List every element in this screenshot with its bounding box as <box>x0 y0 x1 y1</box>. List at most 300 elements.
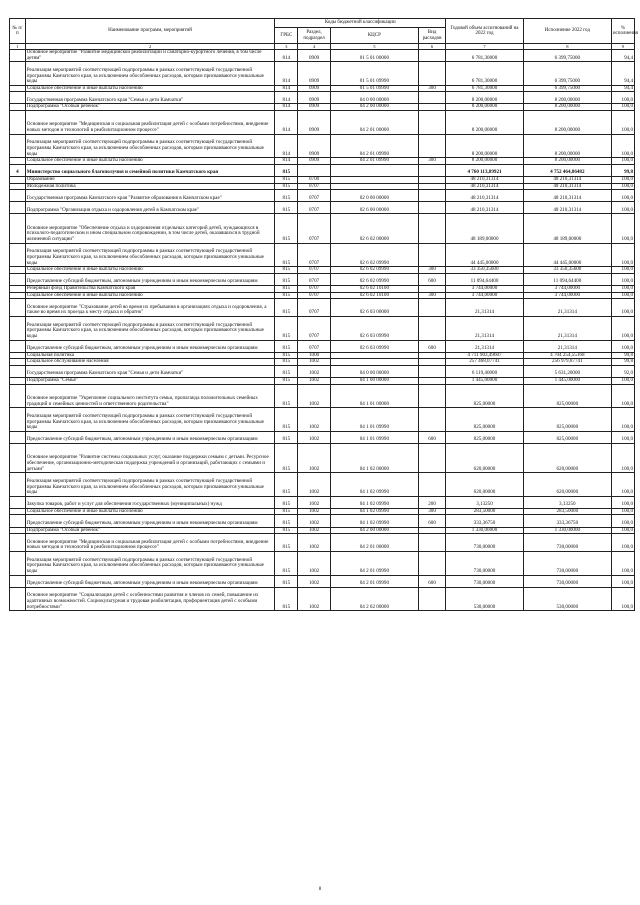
execution-percent: 100,0 <box>611 214 634 243</box>
table-row <box>10 50 635 62</box>
execution-percent: 94,4 <box>611 62 634 86</box>
planned-amount: 620,00000 <box>446 473 524 497</box>
execution-percent: 100,0 <box>611 267 634 274</box>
grbs-code: 815 <box>275 273 298 285</box>
executed-amount: 21,31314 <box>523 299 611 317</box>
section-code: 0909 <box>298 85 331 92</box>
grbs-code: 815 <box>275 587 298 611</box>
section-code: 0707 <box>298 340 331 352</box>
grbs-code: 815 <box>275 299 298 317</box>
table-row <box>10 85 635 92</box>
item-name: Предоставление субсидий бюджетным, автономным учреждениям и иным некоммерческим организациям <box>25 515 275 527</box>
grbs-code: 814 <box>275 134 298 158</box>
item-name: Реализация мероприятий соответствующей подпрограммы в рамках соответствующей государственной программы Камчатского края, за исключением обособленных расходов, которым присваиваются уникальные коды <box>25 408 275 432</box>
execution-percent: 100,0 <box>611 408 634 432</box>
executed-amount: 48 210,31314 <box>523 183 611 190</box>
executed-amount: 333,36750 <box>523 515 611 527</box>
expense-type <box>418 134 445 158</box>
executed-amount: 730,00000 <box>523 575 611 587</box>
header-name: Наименование программ, мероприятий <box>25 19 275 44</box>
executed-amount: 3 744,00000 <box>523 292 611 299</box>
row-number <box>10 92 26 104</box>
executed-amount: 730,00000 <box>523 534 611 552</box>
row-number <box>10 352 26 359</box>
item-name: Подпрограмма "Семья" <box>25 377 275 384</box>
executed-amount: 3,13250 <box>523 496 611 508</box>
target-code: 04 2 02 00000 <box>330 587 418 611</box>
executed-amount: 8 200,00000 <box>523 134 611 158</box>
execution-percent: 100,0 <box>611 111 634 135</box>
planned-amount: 4 760 113,89921 <box>446 164 524 176</box>
header-index: 6 <box>418 44 445 50</box>
item-name: Государственная программа Камчатского края "Семья и дети Камчатки" <box>25 365 275 377</box>
item-name: Социальное обеспечение и иные выплаты населению <box>25 292 275 299</box>
row-number <box>10 214 26 243</box>
item-name: Основное мероприятие "Развитие медицинской реабилитации и санаторно-курортного лечения, в том числе детям" <box>25 50 275 62</box>
grbs-code: 815 <box>275 316 298 340</box>
table-row <box>10 158 635 165</box>
planned-amount: 257 468,07741 <box>446 359 524 366</box>
grbs-code: 815 <box>275 496 298 508</box>
header-index: 5 <box>330 44 418 50</box>
planned-amount: 6 119,40000 <box>446 365 524 377</box>
executed-amount: 33 350,35600 <box>523 267 611 274</box>
target-code: 04 1 02 09990 <box>330 508 418 515</box>
section-code: 0707 <box>298 267 331 274</box>
grbs-code: 815 <box>275 352 298 359</box>
execution-percent: 100,0 <box>611 534 634 552</box>
item-name: Основное мероприятие "Страхование детей во время их пребывания в организациях отдыха и оздоровления, а также во время их проезда к месту отдыха и обратно" <box>25 299 275 317</box>
section-code <box>298 164 331 176</box>
table-row <box>10 202 635 214</box>
row-number: 4 <box>10 164 26 176</box>
section-code: 0707 <box>298 285 331 292</box>
row-number <box>10 50 26 62</box>
item-name: Социальное обслуживание населения <box>25 359 275 366</box>
table-row <box>10 431 635 443</box>
table-body <box>10 50 635 611</box>
item-name: Министерство социального благополучия и семейной политики Камчатского края <box>25 164 275 176</box>
execution-percent: 99,8 <box>611 352 634 359</box>
section-code: 1002 <box>298 473 331 497</box>
table-row <box>10 267 635 274</box>
execution-percent: 100,0 <box>611 316 634 340</box>
table-row <box>10 359 635 366</box>
executed-amount: 48 210,31314 <box>523 190 611 202</box>
item-name: Предоставление субсидий бюджетным, автономным учреждениям и иным некоммерческим организациям <box>25 575 275 587</box>
item-name: Социальная политика <box>25 352 275 359</box>
executed-amount: 825,00000 <box>523 384 611 408</box>
header-ksr: КЦСР <box>330 28 418 44</box>
grbs-code: 815 <box>275 292 298 299</box>
table-header <box>10 19 638 50</box>
planned-amount: 620,00000 <box>446 443 524 472</box>
executed-amount: 825,00000 <box>523 408 611 432</box>
row-number <box>10 243 26 267</box>
expense-type <box>418 551 445 575</box>
executed-amount: 48 189,00000 <box>523 214 611 243</box>
item-name: Основное мероприятие "Развитие системы социальных услуг, оказание поддержки семьям с детьми. Ресурсное обеспечение, организационно-методическая поддержка учреждений и организаций, работающих с семьями и детьми" <box>25 443 275 472</box>
target-code: 04 1 02 09990 <box>330 515 418 527</box>
expense-type <box>418 473 445 497</box>
grbs-code: 815 <box>275 527 298 534</box>
target-code: 02 6 02 10100 <box>330 292 418 299</box>
expense-type <box>418 377 445 384</box>
execution-percent: 100,0 <box>611 183 634 190</box>
target-code: 04 2 01 09990 <box>330 158 418 165</box>
executed-amount: 620,00000 <box>523 473 611 497</box>
section-code: 1002 <box>298 359 331 366</box>
executed-amount: 44 445,00000 <box>523 243 611 267</box>
row-number <box>10 285 26 292</box>
grbs-code: 815 <box>275 384 298 408</box>
table-row <box>10 62 635 86</box>
target-code: 02 6 02 09990 <box>330 243 418 267</box>
expense-type: 600 <box>418 431 445 443</box>
grbs-code: 815 <box>275 575 298 587</box>
table-row <box>10 515 635 527</box>
section-code: 1002 <box>298 365 331 377</box>
execution-percent: 94,4 <box>611 85 634 92</box>
row-number <box>10 158 26 165</box>
target-code: 04 1 01 09990 <box>330 408 418 432</box>
executed-amount: 4 752 464,86482 <box>523 164 611 176</box>
grbs-code: 814 <box>275 104 298 111</box>
execution-percent: 100,0 <box>611 384 634 408</box>
section-code: 0707 <box>298 183 331 190</box>
item-name: Резервный фонд Правительства Камчатского края <box>25 285 275 292</box>
target-code: 02 6 00 00000 <box>330 202 418 214</box>
row-number <box>10 377 26 384</box>
planned-amount: 8 200,00000 <box>446 111 524 135</box>
row-number <box>10 515 26 527</box>
table-row <box>10 214 635 243</box>
target-code: 02 6 02 00000 <box>330 214 418 243</box>
grbs-code: 814 <box>275 111 298 135</box>
item-name: Основное мероприятие "Медицинская и социальная реабилитация детей с особыми потребностями, внедрение новых методов и технологий в реабилитационном процессе" <box>25 534 275 552</box>
item-name: Подпрограмма "Организация отдыха и оздоровления детей в Камчатском крае" <box>25 202 275 214</box>
planned-amount: 530,00000 <box>446 587 524 611</box>
executed-amount: 11 094,64400 <box>523 273 611 285</box>
planned-amount: 825,00000 <box>446 431 524 443</box>
execution-percent: 100,0 <box>611 273 634 285</box>
header-codes: Коды бюджетной классификации <box>275 19 446 28</box>
target-code: 04 0 00 00000 <box>330 92 418 104</box>
target-code: 04 2 01 09990 <box>330 551 418 575</box>
executed-amount: 21,31314 <box>523 316 611 340</box>
execution-percent: 100,0 <box>611 176 634 183</box>
row-number <box>10 384 26 408</box>
expense-type <box>418 316 445 340</box>
executed-amount: 6 399,75000 <box>523 85 611 92</box>
expense-type <box>418 527 445 534</box>
section-code: 1002 <box>298 377 331 384</box>
target-code <box>330 359 418 366</box>
planned-amount: 730,00000 <box>446 551 524 575</box>
row-number <box>10 534 26 552</box>
target-code: 04 2 01 09990 <box>330 575 418 587</box>
planned-amount: 21,31314 <box>446 299 524 317</box>
execution-percent: 100,0 <box>611 190 634 202</box>
target-code: 04 1 02 00000 <box>330 443 418 472</box>
expense-type <box>418 104 445 111</box>
table-row <box>10 408 635 432</box>
item-name: Социальное обеспечение и иные выплаты населению <box>25 85 275 92</box>
grbs-code: 815 <box>275 534 298 552</box>
expense-type: 200 <box>418 496 445 508</box>
row-number <box>10 340 26 352</box>
section-code: 0707 <box>298 202 331 214</box>
execution-percent: 100,0 <box>611 158 634 165</box>
section-code: 1000 <box>298 352 331 359</box>
planned-amount: 1 445,00000 <box>446 377 524 384</box>
grbs-code: 815 <box>275 214 298 243</box>
item-name: Предоставление субсидий бюджетным, автономным учреждениям и иным некоммерческим организациям <box>25 273 275 285</box>
row-number <box>10 62 26 86</box>
expense-type: 300 <box>418 267 445 274</box>
execution-percent: 100,0 <box>611 508 634 515</box>
execution-percent: 100,0 <box>611 299 634 317</box>
target-code <box>330 183 418 190</box>
executed-amount: 4 704 254,55168 <box>523 352 611 359</box>
execution-percent: 100,0 <box>611 202 634 214</box>
grbs-code: 815 <box>275 267 298 274</box>
execution-percent: 100,0 <box>611 443 634 472</box>
row-number <box>10 359 26 366</box>
grbs-code: 815 <box>275 243 298 267</box>
execution-percent: 100,0 <box>611 496 634 508</box>
execution-percent: 100,0 <box>611 340 634 352</box>
section-code: 1002 <box>298 384 331 408</box>
target-code: 04 1 02 09990 <box>330 473 418 497</box>
planned-amount: 333,36750 <box>446 515 524 527</box>
executed-amount: 1 445,00000 <box>523 377 611 384</box>
planned-amount: 48 210,31314 <box>446 190 524 202</box>
executed-amount: 6 399,75000 <box>523 50 611 62</box>
target-code: 01 5 01 09990 <box>330 85 418 92</box>
section-code: 1002 <box>298 431 331 443</box>
header-grbs: ГРБС <box>275 28 298 44</box>
grbs-code: 815 <box>275 508 298 515</box>
table-row <box>10 176 635 183</box>
planned-amount: 6 781,30000 <box>446 85 524 92</box>
expense-type <box>418 190 445 202</box>
budget-table <box>9 18 638 611</box>
execution-percent: 100,0 <box>611 515 634 527</box>
planned-amount: 48 210,31314 <box>446 202 524 214</box>
item-name: Основное мероприятие "Укрепление социального института семьи, пропаганда положительных семейных традиций и семейных ценностей и ответственного родительства" <box>25 384 275 408</box>
target-code <box>330 164 418 176</box>
target-code: 02 6 03 09990 <box>330 316 418 340</box>
executed-amount: 48 210,31314 <box>523 176 611 183</box>
expense-type <box>418 243 445 267</box>
expense-type: 600 <box>418 515 445 527</box>
target-code: 01 5 01 00000 <box>330 50 418 62</box>
table-row <box>10 92 635 104</box>
section-code: 0707 <box>298 214 331 243</box>
expense-type: 300 <box>418 158 445 165</box>
section-code: 0909 <box>298 62 331 86</box>
execution-percent: 100,0 <box>611 431 634 443</box>
section-code: 1002 <box>298 508 331 515</box>
expense-type <box>418 534 445 552</box>
executed-amount: 730,00000 <box>523 551 611 575</box>
grbs-code: 814 <box>275 62 298 86</box>
expense-type <box>418 299 445 317</box>
execution-percent: 99,8 <box>611 164 634 176</box>
section-code: 0700 <box>298 176 331 183</box>
planned-amount: 33 350,35600 <box>446 267 524 274</box>
row-number <box>10 190 26 202</box>
executed-amount: 5 631,20000 <box>523 365 611 377</box>
table-row <box>10 316 635 340</box>
row-number <box>10 408 26 432</box>
grbs-code: 815 <box>275 443 298 472</box>
planned-amount: 3,13250 <box>446 496 524 508</box>
grbs-code: 814 <box>275 92 298 104</box>
section-code: 1002 <box>298 496 331 508</box>
grbs-code: 815 <box>275 431 298 443</box>
expense-type <box>418 164 445 176</box>
section-code: 1002 <box>298 443 331 472</box>
expense-type <box>418 183 445 190</box>
section-code: 1002 <box>298 515 331 527</box>
table-row <box>10 443 635 472</box>
expense-type <box>418 92 445 104</box>
item-name: Закупка товаров, работ и услуг для обеспечения государственных (муниципальных) нужд <box>25 496 275 508</box>
header-index: 1 <box>10 44 26 50</box>
table-row <box>10 164 635 176</box>
row-number <box>10 431 26 443</box>
item-name: Основное мероприятие "Медицинская и социальная реабилитация детей с особыми потребностями, внедрение новых методов и технологий в реабилитационном процессе" <box>25 111 275 135</box>
execution-percent: 92,0 <box>611 365 634 377</box>
planned-amount: 283,50000 <box>446 508 524 515</box>
section-code: 1002 <box>298 527 331 534</box>
execution-percent: 100,0 <box>611 551 634 575</box>
executed-amount: 1 330,00000 <box>523 527 611 534</box>
expense-type <box>418 50 445 62</box>
executed-amount: 3 744,00000 <box>523 285 611 292</box>
row-number <box>10 551 26 575</box>
table-row <box>10 299 635 317</box>
planned-amount: 8 200,00000 <box>446 158 524 165</box>
planned-amount: 48 210,31314 <box>446 176 524 183</box>
target-code <box>330 352 418 359</box>
planned-amount: 825,00000 <box>446 384 524 408</box>
page-number: 8 <box>318 887 322 892</box>
table-row <box>10 365 635 377</box>
section-code: 0707 <box>298 292 331 299</box>
row-number <box>10 575 26 587</box>
execution-percent: 100,0 <box>611 292 634 299</box>
planned-amount: 48 210,31314 <box>446 183 524 190</box>
header-plan: Годовой объем ассигнований на 2022 год <box>446 19 524 44</box>
section-code: 0909 <box>298 50 331 62</box>
target-code: 04 1 01 09990 <box>330 431 418 443</box>
target-code: 04 2 00 00000 <box>330 104 418 111</box>
header-exec: Исполнение 2022 год <box>523 19 611 44</box>
item-name: Социальное обеспечение и иные выплаты населению <box>25 508 275 515</box>
executed-amount: 8 200,00000 <box>523 111 611 135</box>
planned-amount: 3 744,00000 <box>446 285 524 292</box>
section-code: 1002 <box>298 534 331 552</box>
table-row <box>10 183 635 190</box>
planned-amount: 44 445,00000 <box>446 243 524 267</box>
expense-type <box>418 111 445 135</box>
header-index: 8 <box>523 44 611 50</box>
expense-type: 300 <box>418 85 445 92</box>
item-name: Подпрограмма "Особый ребенок" <box>25 527 275 534</box>
table-row <box>10 384 635 408</box>
execution-percent: 100,0 <box>611 92 634 104</box>
grbs-code: 815 <box>275 190 298 202</box>
target-code: 04 2 01 00000 <box>330 111 418 135</box>
expense-type <box>418 384 445 408</box>
expense-type <box>418 352 445 359</box>
table-row <box>10 496 635 508</box>
table-row <box>10 190 635 202</box>
executed-amount: 8 200,00000 <box>523 104 611 111</box>
section-code: 0909 <box>298 158 331 165</box>
planned-amount: 1 330,00000 <box>446 527 524 534</box>
table-row <box>10 111 635 135</box>
planned-amount: 730,00000 <box>446 534 524 552</box>
planned-amount: 8 200,00000 <box>446 134 524 158</box>
grbs-code: 815 <box>275 365 298 377</box>
planned-amount: 6 781,30000 <box>446 50 524 62</box>
item-name: Социальное обеспечение и иные выплаты населению <box>25 158 275 165</box>
row-number <box>10 316 26 340</box>
item-name: Образование <box>25 176 275 183</box>
table-row <box>10 377 635 384</box>
execution-percent: 100,0 <box>611 285 634 292</box>
table-row <box>10 473 635 497</box>
grbs-code: 814 <box>275 50 298 62</box>
target-code: 04 1 00 00000 <box>330 377 418 384</box>
header-index: 4 <box>298 44 331 50</box>
executed-amount: 8 200,00000 <box>523 158 611 165</box>
expense-type: 300 <box>418 292 445 299</box>
section-code: 0909 <box>298 104 331 111</box>
expense-type <box>418 587 445 611</box>
grbs-code: 814 <box>275 85 298 92</box>
row-number <box>10 104 26 111</box>
row-number <box>10 527 26 534</box>
table-row <box>10 340 635 352</box>
header-no: № п/п <box>10 19 26 44</box>
section-code: 1002 <box>298 575 331 587</box>
row-number <box>10 202 26 214</box>
expense-type <box>418 408 445 432</box>
executed-amount: 48 210,31314 <box>523 202 611 214</box>
item-name: Реализация мероприятий соответствующей подпрограммы в рамках соответствующей государственной программы Камчатского края, за исключением обособленных расходов, которым присваиваются уникальные коды <box>25 316 275 340</box>
table-row <box>10 134 635 158</box>
item-name: Реализация мероприятий соответствующей подпрограммы в рамках соответствующей государственной программы Камчатского края, за исключением обособленных расходов, которым присваиваются уникальные коды <box>25 134 275 158</box>
table-row <box>10 534 635 552</box>
grbs-code: 815 <box>275 515 298 527</box>
execution-percent: 100,0 <box>611 377 634 384</box>
grbs-code: 815 <box>275 285 298 292</box>
target-code: 04 1 02 09990 <box>330 496 418 508</box>
target-code: 02 6 02 09990 <box>330 273 418 285</box>
expense-type <box>418 62 445 86</box>
header-index: 7 <box>446 44 524 50</box>
execution-percent: 100,0 <box>611 134 634 158</box>
row-number <box>10 443 26 472</box>
item-name: Основное мероприятие "Обеспечение отдыха и оздоровления отдельных категорий детей, нуждающихся в психолого-педагогическом и ином специальном сопровождении, в том числе детей, оказавшихся в трудной жизненной ситуации" <box>25 214 275 243</box>
target-code: 04 2 00 00000 <box>330 527 418 534</box>
item-name: Государственная программа Камчатского края "Семья и дети Камчатки" <box>25 92 275 104</box>
